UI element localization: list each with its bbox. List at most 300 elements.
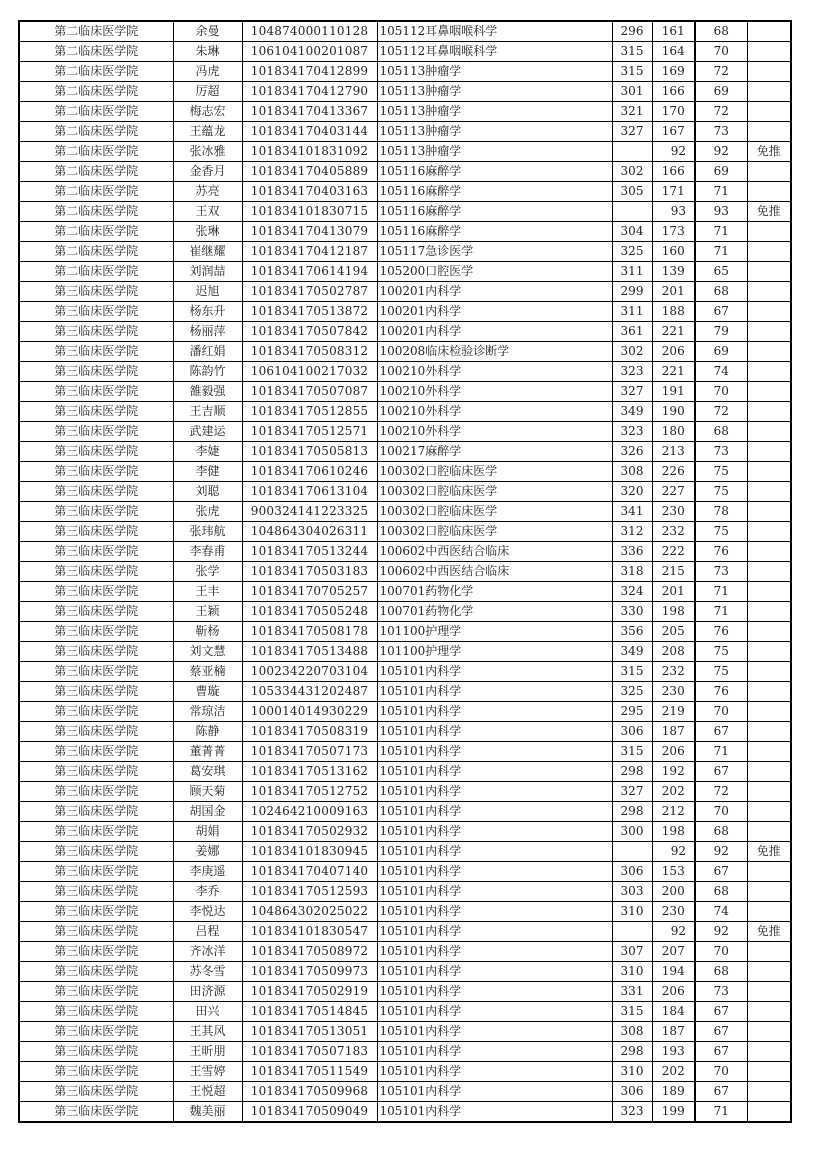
interview-score-cell: 76 [695, 622, 747, 642]
initial-score-cell: 305 [612, 182, 652, 202]
interview-score-cell: 67 [695, 862, 747, 882]
college-cell: 第三临床医学院 [19, 962, 173, 982]
note-cell [747, 422, 791, 442]
initial-score-cell: 298 [612, 802, 652, 822]
interview-score-cell: 72 [695, 782, 747, 802]
student-name-cell: 王雪婷 [173, 1062, 242, 1082]
professional-score-cell: 221 [652, 322, 695, 342]
professional-score-cell: 232 [652, 522, 695, 542]
interview-score-cell: 65 [695, 262, 747, 282]
table-row [19, 282, 791, 302]
college-cell: 第三临床医学院 [19, 642, 173, 662]
college-cell: 第三临床医学院 [19, 702, 173, 722]
exam-id-cell: 101834170614194 [242, 262, 377, 282]
initial-score-cell [612, 142, 652, 162]
interview-score-cell: 75 [695, 642, 747, 662]
note-cell [747, 21, 791, 42]
table-row [19, 762, 791, 782]
professional-score-cell: 173 [652, 222, 695, 242]
exam-id-cell: 101834170507087 [242, 382, 377, 402]
professional-score-cell: 230 [652, 682, 695, 702]
major-cell: 105101内科学 [377, 762, 612, 782]
college-cell: 第三临床医学院 [19, 562, 173, 582]
interview-score-cell: 67 [695, 1042, 747, 1062]
initial-score-cell: 349 [612, 402, 652, 422]
major-cell: 105101内科学 [377, 942, 612, 962]
exam-id-cell: 101834170412790 [242, 82, 377, 102]
interview-score-cell: 73 [695, 122, 747, 142]
table-row [19, 502, 791, 522]
major-cell: 105101内科学 [377, 822, 612, 842]
college-cell: 第三临床医学院 [19, 742, 173, 762]
exam-id-cell: 100014014930229 [242, 702, 377, 722]
college-cell: 第三临床医学院 [19, 482, 173, 502]
table-row [19, 142, 791, 162]
professional-score-cell: 206 [652, 982, 695, 1002]
table-row [19, 982, 791, 1002]
note-cell [747, 622, 791, 642]
exam-id-cell: 101834170513488 [242, 642, 377, 662]
table-row [19, 642, 791, 662]
note-cell [747, 82, 791, 102]
exam-id-cell: 101834170503183 [242, 562, 377, 582]
initial-score-cell: 306 [612, 1082, 652, 1102]
initial-score-cell: 304 [612, 222, 652, 242]
student-name-cell: 胡娟 [173, 822, 242, 842]
student-name-cell: 靳杨 [173, 622, 242, 642]
table-row [19, 262, 791, 282]
initial-score-cell: 299 [612, 282, 652, 302]
student-name-cell: 常琼洁 [173, 702, 242, 722]
major-cell: 105116麻醉学 [377, 182, 612, 202]
major-cell: 101100护理学 [377, 622, 612, 642]
interview-score-cell: 67 [695, 1082, 747, 1102]
student-name-cell: 葛安琪 [173, 762, 242, 782]
table-row [19, 422, 791, 442]
professional-score-cell: 202 [652, 1062, 695, 1082]
table-row [19, 1002, 791, 1022]
exam-id-cell: 101834170512752 [242, 782, 377, 802]
major-cell: 105117急诊医学 [377, 242, 612, 262]
college-cell: 第三临床医学院 [19, 1082, 173, 1102]
exam-id-cell: 101834101830945 [242, 842, 377, 862]
student-name-cell: 李婕 [173, 442, 242, 462]
interview-score-cell: 71 [695, 182, 747, 202]
college-cell: 第三临床医学院 [19, 462, 173, 482]
student-name-cell: 王蕴龙 [173, 122, 242, 142]
interview-score-cell: 78 [695, 502, 747, 522]
college-cell: 第三临床医学院 [19, 522, 173, 542]
initial-score-cell: 298 [612, 762, 652, 782]
table-row [19, 722, 791, 742]
college-cell: 第三临床医学院 [19, 582, 173, 602]
professional-score-cell: 219 [652, 702, 695, 722]
major-cell: 100701药物化学 [377, 582, 612, 602]
college-cell: 第二临床医学院 [19, 162, 173, 182]
note-cell: 免推 [747, 922, 791, 942]
interview-score-cell: 67 [695, 1022, 747, 1042]
interview-score-cell: 73 [695, 982, 747, 1002]
major-cell: 105101内科学 [377, 882, 612, 902]
major-cell: 105101内科学 [377, 782, 612, 802]
professional-score-cell: 230 [652, 902, 695, 922]
note-cell [747, 882, 791, 902]
professional-score-cell: 207 [652, 942, 695, 962]
interview-score-cell: 75 [695, 522, 747, 542]
college-cell: 第二临床医学院 [19, 242, 173, 262]
exam-id-cell: 101834170513051 [242, 1022, 377, 1042]
interview-score-cell: 67 [695, 722, 747, 742]
college-cell: 第三临床医学院 [19, 942, 173, 962]
professional-score-cell: 221 [652, 362, 695, 382]
note-cell [747, 62, 791, 82]
major-cell: 105101内科学 [377, 1042, 612, 1062]
exam-id-cell: 101834170403144 [242, 122, 377, 142]
interview-score-cell: 71 [695, 222, 747, 242]
table-row [19, 222, 791, 242]
professional-score-cell: 198 [652, 822, 695, 842]
interview-score-cell: 67 [695, 302, 747, 322]
student-name-cell: 厉超 [173, 82, 242, 102]
interview-score-cell: 75 [695, 662, 747, 682]
exam-id-cell: 101834170508312 [242, 342, 377, 362]
college-cell: 第三临床医学院 [19, 362, 173, 382]
student-name-cell: 武建运 [173, 422, 242, 442]
initial-score-cell: 323 [612, 362, 652, 382]
table-row [19, 482, 791, 502]
student-name-cell: 张虎 [173, 502, 242, 522]
student-name-cell: 刘润喆 [173, 262, 242, 282]
major-cell: 105112耳鼻咽喉科学 [377, 21, 612, 42]
interview-score-cell: 71 [695, 602, 747, 622]
student-name-cell: 蔡亚楠 [173, 662, 242, 682]
table-row [19, 62, 791, 82]
interview-score-cell: 68 [695, 422, 747, 442]
major-cell: 100210外科学 [377, 402, 612, 422]
interview-score-cell: 70 [695, 1062, 747, 1082]
exam-id-cell: 101834170511549 [242, 1062, 377, 1082]
initial-score-cell: 296 [612, 21, 652, 42]
college-cell: 第三临床医学院 [19, 762, 173, 782]
table-row [19, 1082, 791, 1102]
interview-score-cell: 70 [695, 702, 747, 722]
student-name-cell: 朱琳 [173, 42, 242, 62]
interview-score-cell: 68 [695, 282, 747, 302]
student-name-cell: 张学 [173, 562, 242, 582]
exam-id-cell: 101834101830547 [242, 922, 377, 942]
college-cell: 第二临床医学院 [19, 102, 173, 122]
note-cell [747, 742, 791, 762]
initial-score-cell: 308 [612, 462, 652, 482]
professional-score-cell: 92 [652, 142, 695, 162]
initial-score-cell: 327 [612, 382, 652, 402]
college-cell: 第三临床医学院 [19, 802, 173, 822]
student-name-cell: 王其风 [173, 1022, 242, 1042]
note-cell [747, 802, 791, 822]
major-cell: 105101内科学 [377, 682, 612, 702]
student-name-cell: 王双 [173, 202, 242, 222]
student-name-cell: 余曼 [173, 21, 242, 42]
exam-id-cell: 101834170502787 [242, 282, 377, 302]
interview-score-cell: 92 [695, 922, 747, 942]
initial-score-cell: 356 [612, 622, 652, 642]
exam-id-cell: 104864304026311 [242, 522, 377, 542]
note-cell [747, 342, 791, 362]
student-name-cell: 金香月 [173, 162, 242, 182]
professional-score-cell: 232 [652, 662, 695, 682]
interview-score-cell: 72 [695, 102, 747, 122]
interview-score-cell: 69 [695, 162, 747, 182]
major-cell: 100208临床检验诊断学 [377, 342, 612, 362]
student-name-cell: 崔继耀 [173, 242, 242, 262]
initial-score-cell: 315 [612, 62, 652, 82]
interview-score-cell: 71 [695, 1102, 747, 1123]
professional-score-cell: 170 [652, 102, 695, 122]
professional-score-cell: 193 [652, 1042, 695, 1062]
professional-score-cell: 202 [652, 782, 695, 802]
table-row [19, 1102, 791, 1123]
exam-id-cell: 101834170403163 [242, 182, 377, 202]
exam-id-cell: 101834170502932 [242, 822, 377, 842]
major-cell: 105101内科学 [377, 922, 612, 942]
student-name-cell: 潘红娟 [173, 342, 242, 362]
table-row [19, 342, 791, 362]
student-name-cell: 冯虎 [173, 62, 242, 82]
note-cell [747, 322, 791, 342]
major-cell: 100210外科学 [377, 362, 612, 382]
initial-score-cell [612, 842, 652, 862]
professional-score-cell: 166 [652, 82, 695, 102]
major-cell: 105101内科学 [377, 802, 612, 822]
student-name-cell: 曹璇 [173, 682, 242, 702]
major-cell: 101100护理学 [377, 642, 612, 662]
note-cell [747, 722, 791, 742]
major-cell: 105101内科学 [377, 842, 612, 862]
major-cell: 105101内科学 [377, 1062, 612, 1082]
interview-score-cell: 69 [695, 82, 747, 102]
college-cell: 第三临床医学院 [19, 402, 173, 422]
major-cell: 105101内科学 [377, 1082, 612, 1102]
college-cell: 第三临床医学院 [19, 322, 173, 342]
table-row [19, 242, 791, 262]
student-name-cell: 杨丽萍 [173, 322, 242, 342]
exam-id-cell: 101834170505248 [242, 602, 377, 622]
professional-score-cell: 161 [652, 21, 695, 42]
student-name-cell: 王悦超 [173, 1082, 242, 1102]
exam-id-cell: 101834170513162 [242, 762, 377, 782]
professional-score-cell: 212 [652, 802, 695, 822]
table-row [19, 802, 791, 822]
initial-score-cell: 327 [612, 122, 652, 142]
note-cell [747, 382, 791, 402]
student-name-cell: 陈韵竹 [173, 362, 242, 382]
initial-score-cell: 325 [612, 682, 652, 702]
major-cell: 100217麻醉学 [377, 442, 612, 462]
table-row [19, 822, 791, 842]
professional-score-cell: 205 [652, 622, 695, 642]
table-row [19, 202, 791, 222]
major-cell: 105113肿瘤学 [377, 62, 612, 82]
exam-id-cell: 101834170507183 [242, 1042, 377, 1062]
professional-score-cell: 227 [652, 482, 695, 502]
major-cell: 105116麻醉学 [377, 202, 612, 222]
note-cell [747, 1082, 791, 1102]
student-name-cell: 张琳 [173, 222, 242, 242]
initial-score-cell: 315 [612, 742, 652, 762]
professional-score-cell: 206 [652, 342, 695, 362]
interview-score-cell: 70 [695, 42, 747, 62]
table-row [19, 862, 791, 882]
interview-score-cell: 76 [695, 682, 747, 702]
student-name-cell: 王昕朋 [173, 1042, 242, 1062]
exam-id-cell: 106104100217032 [242, 362, 377, 382]
college-cell: 第三临床医学院 [19, 1042, 173, 1062]
initial-score-cell: 315 [612, 662, 652, 682]
initial-score-cell: 323 [612, 1102, 652, 1123]
exam-id-cell: 102464210009163 [242, 802, 377, 822]
college-cell: 第二临床医学院 [19, 42, 173, 62]
table-row [19, 362, 791, 382]
professional-score-cell: 180 [652, 422, 695, 442]
student-name-cell: 李悦达 [173, 902, 242, 922]
exam-id-cell: 101834101831092 [242, 142, 377, 162]
student-name-cell: 李庚遥 [173, 862, 242, 882]
exam-id-cell: 101834170509968 [242, 1082, 377, 1102]
initial-score-cell: 336 [612, 542, 652, 562]
professional-score-cell: 199 [652, 1102, 695, 1123]
initial-score-cell: 300 [612, 822, 652, 842]
note-cell [747, 902, 791, 922]
note-cell [747, 442, 791, 462]
student-name-cell: 张冰雅 [173, 142, 242, 162]
initial-score-cell [612, 202, 652, 222]
score-table [18, 20, 792, 1123]
exam-id-cell: 101834170505813 [242, 442, 377, 462]
student-name-cell: 苏亮 [173, 182, 242, 202]
interview-score-cell: 72 [695, 402, 747, 422]
major-cell: 105101内科学 [377, 1022, 612, 1042]
college-cell: 第三临床医学院 [19, 1002, 173, 1022]
interview-score-cell: 70 [695, 942, 747, 962]
professional-score-cell: 184 [652, 1002, 695, 1022]
student-name-cell: 陈静 [173, 722, 242, 742]
exam-id-cell: 101834170507842 [242, 322, 377, 342]
college-cell: 第二临床医学院 [19, 222, 173, 242]
table-row [19, 882, 791, 902]
note-cell [747, 182, 791, 202]
college-cell: 第三临床医学院 [19, 602, 173, 622]
professional-score-cell: 188 [652, 302, 695, 322]
interview-score-cell: 73 [695, 442, 747, 462]
initial-score-cell: 306 [612, 722, 652, 742]
initial-score-cell: 325 [612, 242, 652, 262]
college-cell: 第三临床医学院 [19, 502, 173, 522]
college-cell: 第三临床医学院 [19, 782, 173, 802]
student-name-cell: 董菁菁 [173, 742, 242, 762]
table-row [19, 1062, 791, 1082]
exam-id-cell: 101834170507173 [242, 742, 377, 762]
exam-id-cell: 101834101830715 [242, 202, 377, 222]
note-cell [747, 122, 791, 142]
table-row [19, 1042, 791, 1062]
major-cell: 105101内科学 [377, 702, 612, 722]
interview-score-cell: 68 [695, 21, 747, 42]
major-cell: 100210外科学 [377, 422, 612, 442]
initial-score-cell: 323 [612, 422, 652, 442]
interview-score-cell: 72 [695, 62, 747, 82]
college-cell: 第二临床医学院 [19, 202, 173, 222]
major-cell: 105113肿瘤学 [377, 82, 612, 102]
major-cell: 105112耳鼻咽喉科学 [377, 42, 612, 62]
table-row [19, 782, 791, 802]
major-cell: 105116麻醉学 [377, 222, 612, 242]
note-cell [747, 862, 791, 882]
table-row [19, 562, 791, 582]
professional-score-cell: 92 [652, 922, 695, 942]
professional-score-cell: 187 [652, 722, 695, 742]
table-row [19, 462, 791, 482]
table-row [19, 382, 791, 402]
exam-id-cell: 104874000110128 [242, 21, 377, 42]
major-cell: 100602中西医结合临床 [377, 542, 612, 562]
initial-score-cell: 307 [612, 942, 652, 962]
student-name-cell: 姜娜 [173, 842, 242, 862]
student-name-cell: 王颖 [173, 602, 242, 622]
table-row [19, 702, 791, 722]
student-name-cell: 王吉顺 [173, 402, 242, 422]
note-cell [747, 302, 791, 322]
professional-score-cell: 194 [652, 962, 695, 982]
professional-score-cell: 230 [652, 502, 695, 522]
initial-score-cell: 315 [612, 1002, 652, 1022]
initial-score-cell: 295 [612, 702, 652, 722]
exam-id-cell: 101834170412899 [242, 62, 377, 82]
student-name-cell: 迟旭 [173, 282, 242, 302]
major-cell: 105101内科学 [377, 862, 612, 882]
professional-score-cell: 201 [652, 282, 695, 302]
professional-score-cell: 213 [652, 442, 695, 462]
table-row [19, 742, 791, 762]
college-cell: 第三临床医学院 [19, 1062, 173, 1082]
initial-score-cell: 361 [612, 322, 652, 342]
table-row [19, 322, 791, 342]
major-cell: 100302口腔临床医学 [377, 522, 612, 542]
note-cell [747, 102, 791, 122]
exam-id-cell: 101834170705257 [242, 582, 377, 602]
table-row [19, 842, 791, 862]
college-cell: 第三临床医学院 [19, 382, 173, 402]
college-cell: 第三临床医学院 [19, 862, 173, 882]
exam-id-cell: 101834170509049 [242, 1102, 377, 1123]
initial-score-cell [612, 922, 652, 942]
note-cell [747, 562, 791, 582]
note-cell [747, 942, 791, 962]
note-cell [747, 1062, 791, 1082]
major-cell: 100302口腔临床医学 [377, 482, 612, 502]
exam-id-cell: 105334431202487 [242, 682, 377, 702]
major-cell: 105116麻醉学 [377, 162, 612, 182]
exam-id-cell: 101834170407140 [242, 862, 377, 882]
table-row [19, 402, 791, 422]
exam-id-cell: 101834170514845 [242, 1002, 377, 1022]
professional-score-cell: 222 [652, 542, 695, 562]
initial-score-cell: 302 [612, 342, 652, 362]
note-cell [747, 1002, 791, 1022]
major-cell: 100701药物化学 [377, 602, 612, 622]
student-name-cell: 雒毅强 [173, 382, 242, 402]
professional-score-cell: 206 [652, 742, 695, 762]
professional-score-cell: 191 [652, 382, 695, 402]
